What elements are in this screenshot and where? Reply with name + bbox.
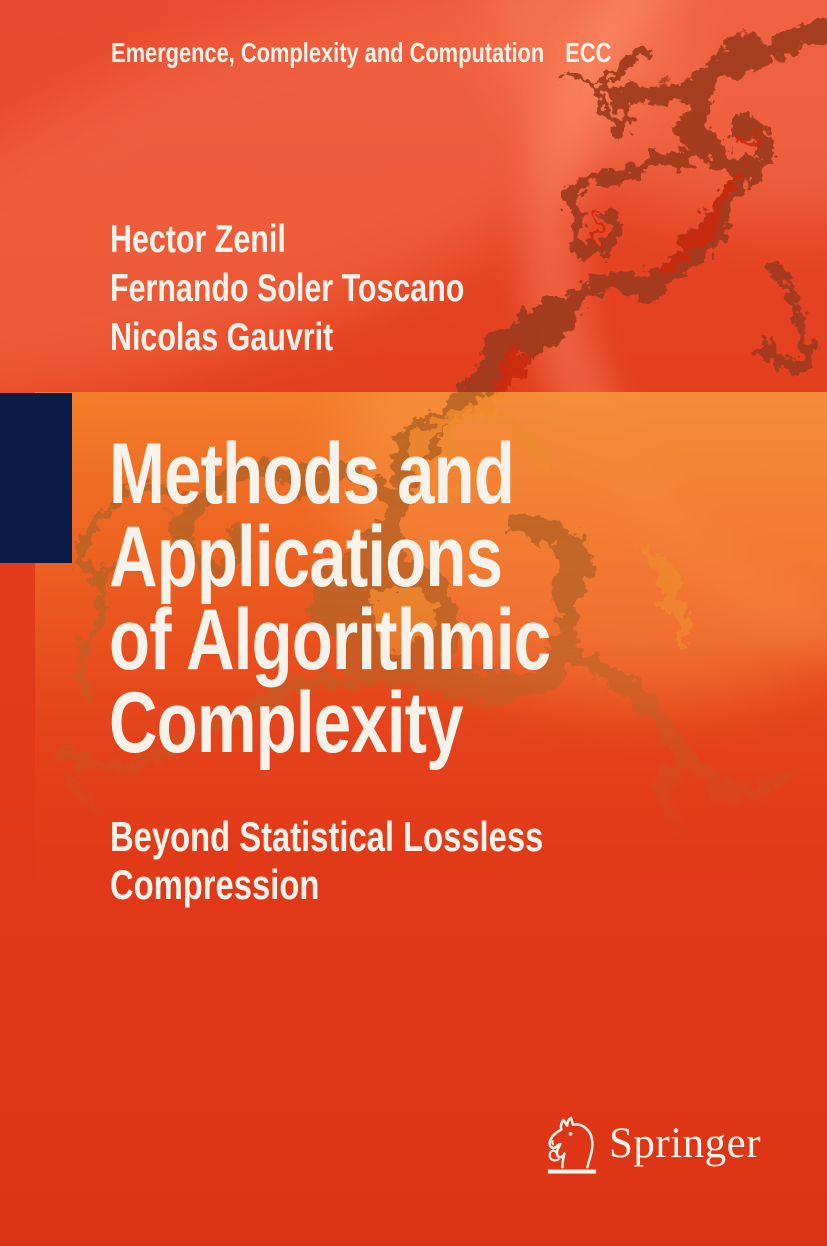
author-name: Fernando Soler Toscano: [110, 267, 465, 310]
book-title-line: Methods and: [109, 426, 515, 522]
springer-horse-icon: [545, 1112, 599, 1174]
book-subtitle: [110, 813, 543, 909]
book-title: [109, 426, 551, 771]
book-title-line: Complexity: [109, 675, 463, 771]
book-title-line: of Algorithmic: [109, 592, 551, 688]
navy-series-block: [0, 393, 72, 563]
series-abbreviation: ECC: [565, 37, 612, 68]
publisher-name: Springer: [609, 1120, 762, 1167]
series-title: Emergence, Complexity and Computation: [111, 37, 545, 68]
author-name: Nicolas Gauvrit: [110, 316, 334, 359]
author-list: [110, 215, 464, 362]
book-subtitle-line: Beyond Statistical Lossless: [110, 813, 544, 860]
book-title-line: Applications: [109, 509, 503, 605]
publisher-logo: [545, 1112, 761, 1174]
book-subtitle-line: Compression: [110, 861, 320, 908]
author-name: Hector Zenil: [110, 218, 286, 261]
series-banner: [111, 36, 611, 70]
